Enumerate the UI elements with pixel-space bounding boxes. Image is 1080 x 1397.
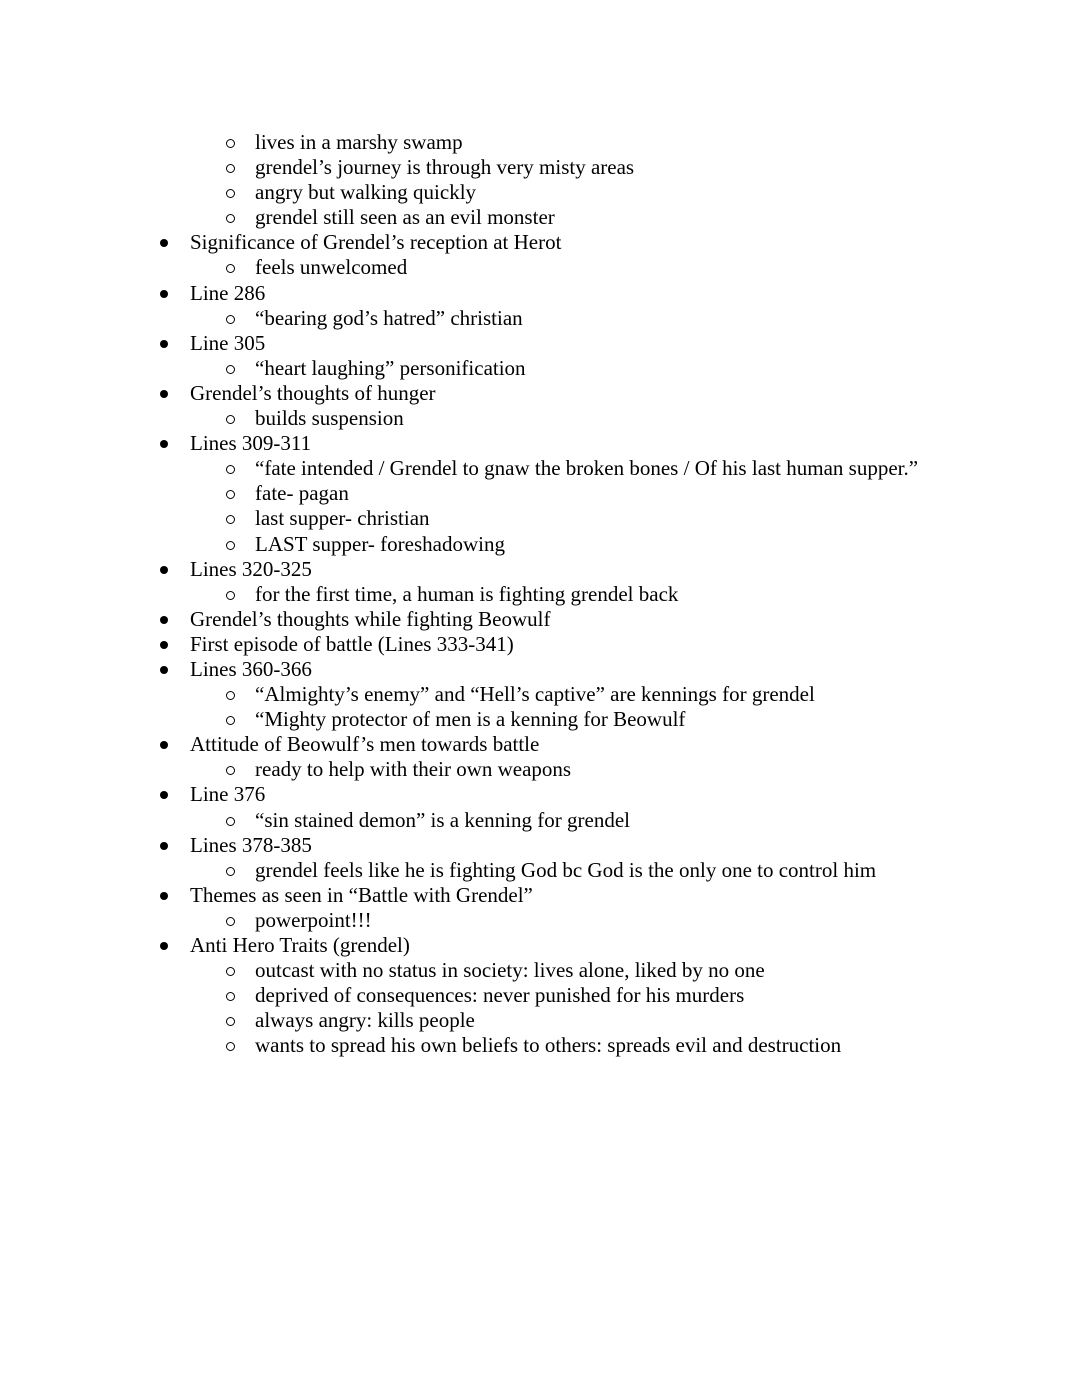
list-item [0,381,1080,406]
list-item [0,481,1080,506]
circle-bullet-icon [226,465,235,474]
list-item-text: Lines 378-385 [190,832,312,857]
circle-bullet-icon [226,365,235,374]
list-item-text: “fate intended / Grendel to gnaw the broken bones / Of his last human supper.” [255,456,919,481]
disc-bullet-icon [160,616,168,624]
list-item [0,356,1080,381]
list-item [0,808,1080,833]
disc-bullet-icon [160,641,168,649]
list-item-text: Line 286 [190,280,266,305]
list-item-text: Lines 320-325 [190,556,312,581]
list-item-text: wants to spread his own beliefs to others: spreads evil and destruction [255,1033,842,1058]
list-item-text: Lines 360-366 [190,656,312,681]
circle-bullet-icon [226,189,235,198]
circle-bullet-icon [226,867,235,876]
circle-bullet-icon [226,315,235,324]
outline-list [0,130,1080,1058]
disc-bullet-icon [160,741,168,749]
list-item [0,757,1080,782]
list-item-text: Attitude of Beowulf’s men towards battle [190,732,540,757]
list-item-text: angry but walking quickly [255,180,477,205]
circle-bullet-icon [226,164,235,173]
list-item-text: grendel’s journey is through very misty areas [255,155,635,180]
circle-bullet-icon [226,490,235,499]
disc-bullet-icon [160,239,168,247]
circle-bullet-icon [226,967,235,976]
list-item [0,833,1080,858]
disc-bullet-icon [160,842,168,850]
list-item [0,933,1080,958]
circle-bullet-icon [226,541,235,550]
list-item [0,858,1080,883]
list-item-text: Grendel’s thoughts while fighting Beowulf [190,606,551,631]
list-item [0,281,1080,306]
list-item-text: Line 376 [190,782,266,807]
list-item [0,883,1080,908]
list-item [0,682,1080,707]
list-item [0,958,1080,983]
list-item [0,180,1080,205]
list-item [0,908,1080,933]
circle-bullet-icon [226,139,235,148]
list-item-text: fate- pagan [255,481,349,506]
list-item-text: Lines 309-311 [190,431,312,456]
list-item [0,582,1080,607]
list-item [0,431,1080,456]
list-item-text: “Almighty’s enemy” and “Hell’s captive” are kennings for grendel [255,682,815,707]
circle-bullet-icon [226,817,235,826]
list-item [0,782,1080,807]
list-item-text: “sin stained demon” is a kenning for grendel [255,807,630,832]
list-item [0,1008,1080,1033]
disc-bullet-icon [160,666,168,674]
list-item-text: LAST supper- foreshadowing [255,531,505,556]
circle-bullet-icon [226,415,235,424]
list-item-text: Line 305 [190,330,266,355]
list-item [0,1033,1080,1058]
list-item-text: “heart laughing” personification [255,355,526,380]
list-item [0,255,1080,280]
list-item [0,557,1080,582]
list-item-text: deprived of consequences: never punished for his murders [255,983,745,1008]
list-item-text: grendel still seen as an evil monster [255,205,555,230]
list-item [0,607,1080,632]
list-item-text: powerpoint!!! [255,907,372,932]
list-item [0,155,1080,180]
circle-bullet-icon [226,691,235,700]
disc-bullet-icon [160,340,168,348]
list-item [0,130,1080,155]
list-item [0,331,1080,356]
disc-bullet-icon [160,290,168,298]
circle-bullet-icon [226,1042,235,1051]
list-item-text: First episode of battle (Lines 333-341) [190,631,514,656]
circle-bullet-icon [226,264,235,273]
list-item-text: Anti Hero Traits (grendel) [190,933,410,957]
list-item [0,306,1080,331]
list-item [0,632,1080,657]
list-item [0,732,1080,757]
list-item [0,406,1080,431]
disc-bullet-icon [160,390,168,398]
list-item-text: lives in a marshy swamp [255,130,463,154]
list-item-text: “Mighty protector of men is a kenning for Beowulf [255,707,686,732]
list-item-text: grendel feels like he is fighting God bc God is the only one to control him [255,857,877,882]
list-item-text: ready to help with their own weapons [255,757,572,782]
list-item [0,230,1080,255]
circle-bullet-icon [226,917,235,926]
list-item-text: builds suspension [255,406,404,431]
list-item [0,532,1080,557]
list-item [0,657,1080,682]
list-item [0,983,1080,1008]
circle-bullet-icon [226,515,235,524]
list-item-text: Themes as seen in “Battle with Grendel” [190,882,533,907]
list-item-text: Significance of Grendel’s reception at Herot [190,230,562,255]
list-item-text: “bearing god’s hatred” christian [255,305,523,330]
circle-bullet-icon [226,1017,235,1026]
list-item [0,707,1080,732]
disc-bullet-icon [160,440,168,448]
list-item [0,205,1080,230]
list-item-text: outcast with no status in society: lives alone, liked by no one [255,958,765,983]
circle-bullet-icon [226,992,235,1001]
disc-bullet-icon [160,791,168,799]
circle-bullet-icon [226,214,235,223]
list-item-text: always angry: kills people [255,1008,475,1033]
list-item-text: feels unwelcomed [255,255,408,280]
list-item [0,506,1080,531]
list-item [0,456,1080,481]
disc-bullet-icon [160,566,168,574]
circle-bullet-icon [226,766,235,775]
list-item-text: Grendel’s thoughts of hunger [190,380,436,405]
circle-bullet-icon [226,591,235,600]
circle-bullet-icon [226,716,235,725]
list-item-text: for the first time, a human is fighting grendel back [255,581,679,606]
disc-bullet-icon [160,942,168,950]
list-item-text: last supper- christian [255,506,430,531]
disc-bullet-icon [160,892,168,900]
